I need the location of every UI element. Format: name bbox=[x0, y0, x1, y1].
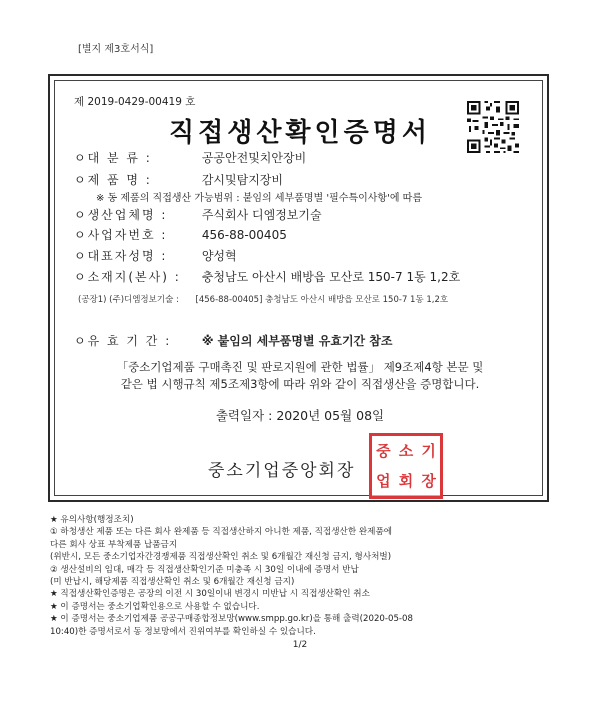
factory-label: (공장1) (주)디엠정보기술 : bbox=[78, 295, 179, 305]
form-tag: [별지 제3호서식] bbox=[78, 44, 154, 55]
field-label: ㅇ사업자번호 : bbox=[74, 228, 168, 242]
seal-char: 회 bbox=[398, 471, 414, 490]
note-line: (위반시, 모든 중소기업자간경쟁제품 직접생산확인 취소 및 6개월간 재신청 금지, 형사처벌) bbox=[50, 552, 392, 563]
field-value: ※ 붙임의 세부품명별 유효기간 참조 bbox=[201, 334, 393, 348]
field-head-office-address bbox=[74, 268, 460, 285]
note-line: ★ 이 증명서는 중소기업제품 공공구매종합정보망(www.smpp.go.kr)을 통해 출력(2020-05-08 bbox=[50, 614, 413, 625]
note-line: 10:40)한 증명서로서 동 정보망에서 진위여부를 확인하실 수 있습니다. bbox=[50, 626, 316, 637]
field-value: 감시및탐지장비 bbox=[201, 173, 283, 187]
seal-char: 장 bbox=[421, 471, 436, 490]
production-scope-note: ※ 동 제품의 직접생산 가능범위 : 붙임의 세부품명별 '필수특이사항'에 따름 bbox=[96, 193, 422, 204]
note-line: ★ 이 증명서는 중소기업확인용으로 사용할 수 없습니다. bbox=[50, 601, 260, 612]
field-label: ㅇ제 품 명 : bbox=[74, 173, 152, 187]
field-label: ㅇ대표자성명 : bbox=[74, 249, 168, 263]
field-label: ㅇ생산업체명 : bbox=[74, 208, 168, 222]
field-value: 456-88-00405 bbox=[201, 228, 287, 242]
factory-line bbox=[78, 293, 448, 305]
note-line: ① 하청생산 제품 또는 다른 회사 완제품 등 직접생산하지 아니한 제품, 직접생산한 완제품에 bbox=[50, 527, 393, 538]
notes-section bbox=[50, 514, 570, 638]
field-label: ㅇ소재지(본사) : bbox=[74, 270, 181, 284]
field-label: ㅇ유 효 기 간 : bbox=[74, 334, 172, 348]
field-value: 충청남도 아산시 배방읍 모산로 150-7 1동 1,2호 bbox=[201, 270, 461, 284]
field-value: 양성혁 bbox=[201, 249, 237, 263]
field-value: 공공안전및치안장비 bbox=[201, 151, 307, 165]
field-business-number bbox=[74, 226, 287, 243]
field-label: ㅇ대 분 류 : bbox=[74, 151, 152, 165]
qr-code-icon bbox=[465, 99, 521, 155]
seal-char: 중 bbox=[376, 441, 391, 460]
seal-char: 업 bbox=[376, 471, 391, 490]
field-product-name bbox=[74, 171, 283, 188]
legal-text-line: 같은 법 시행규칙 제5조제3항에 따라 위와 같이 직접생산을 증명합니다. bbox=[120, 377, 480, 391]
field-representative bbox=[74, 247, 237, 264]
legal-text-line: 「중소기업제품 구매촉진 및 판로지원에 관한 법률」 제9조제4항 본문 및 bbox=[116, 360, 484, 374]
page-number: 1/2 bbox=[292, 640, 308, 650]
field-category bbox=[74, 149, 306, 166]
notes-heading: ★ 유의사항(행정조치) bbox=[50, 515, 134, 525]
seal-char: 소 bbox=[398, 441, 414, 460]
note-line: ★ 직접생산확인증명은 공장의 이전 시 30일이내 변경시 미반납 시 직접생산확인 취소 bbox=[50, 589, 370, 600]
factory-address: [456-88-00405] 충청남도 아산시 배방읍 모산로 150-7 1동 1,2호 bbox=[195, 295, 449, 305]
official-seal bbox=[369, 433, 443, 499]
seal-char: 기 bbox=[421, 441, 436, 460]
field-company-name bbox=[74, 206, 322, 223]
certificate-number: 제 2019-0429-00419 호 bbox=[74, 96, 196, 108]
issue-date: 출력일자 : 2020년 05월 08일 bbox=[215, 408, 385, 423]
note-line: ② 생산설비의 임대, 매각 등 직접생산확인기준 미충족 시 30일 이내에 증명서 반납 bbox=[50, 564, 359, 575]
note-line: (미 반납시, 해당제품 직접생산확인 취소 및 6개월간 재신청 금지) bbox=[50, 577, 295, 588]
issuer-name: 중소기업중앙회장 bbox=[208, 461, 356, 481]
field-value: 주식회사 디엠정보기술 bbox=[201, 208, 322, 222]
document-title: 직접생산확인증명서 bbox=[168, 118, 432, 148]
note-line: 다른 회사 상표 부착제품 납품금지 bbox=[50, 539, 178, 550]
field-validity bbox=[74, 332, 393, 349]
